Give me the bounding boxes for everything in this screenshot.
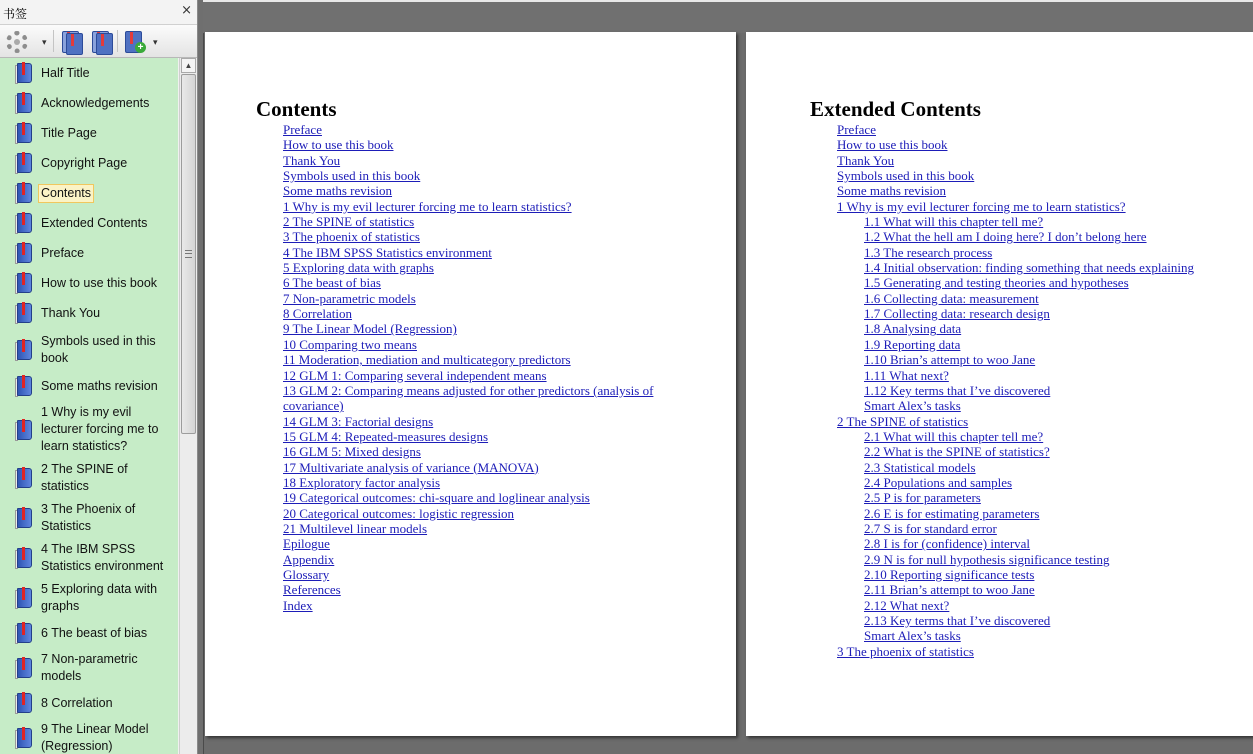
toc-link[interactable]: Some maths revision	[283, 183, 393, 199]
extended-toc-link[interactable]: 2.4 Populations and samples	[864, 474, 1013, 490]
bookmarks-panel	[0, 0, 198, 754]
bookmark-icon	[15, 587, 33, 609]
bookmark-label: Acknowledgements	[41, 95, 150, 110]
toc-link[interactable]: How to use this book	[283, 137, 394, 153]
bookmark-icon	[15, 727, 33, 749]
grip-icon	[185, 250, 192, 258]
bookmark-label: Some maths revision	[41, 378, 158, 393]
extended-toc-link[interactable]: 2.11 Brian’s attempt to woo Jane	[864, 582, 1035, 598]
scroll-up-icon[interactable]: ▲	[181, 58, 196, 73]
toc-link[interactable]: 5 Exploring data with graphs	[283, 260, 434, 276]
chevron-down-icon: ▾	[42, 37, 47, 47]
bookmark-item[interactable]	[0, 178, 178, 208]
bookmark-label: 4 The IBM SPSS Statistics environment	[41, 542, 164, 573]
bookmark-item[interactable]	[0, 148, 178, 178]
toc-link[interactable]: References	[283, 582, 341, 598]
bookmark-item[interactable]	[0, 118, 178, 148]
bookmark-label: 5 Exploring data with graphs	[41, 582, 158, 613]
contents-list	[283, 122, 673, 613]
toc-link[interactable]: 18 Exploratory factor analysis	[283, 474, 441, 490]
bookmark-item[interactable]	[0, 298, 178, 328]
extended-toc-link[interactable]: 1.5 Generating and testing theories and hypotheses	[864, 275, 1129, 291]
scroll-thumb[interactable]	[181, 74, 196, 434]
bookmarks-toolbar	[0, 25, 197, 58]
extended-toc-link[interactable]: Symbols used in this book	[837, 168, 975, 184]
bookmark-icon	[15, 547, 33, 569]
extended-toc-link[interactable]: 2.12 What next?	[864, 597, 950, 613]
bookmark-icon	[15, 507, 33, 529]
extended-toc-link[interactable]: 3 The phoenix of statistics	[837, 643, 974, 659]
toc-link[interactable]: Thank You	[283, 152, 341, 168]
toc-link[interactable]: Glossary	[283, 566, 330, 582]
bookmark-label: 3 The Phoenix of Statistics	[41, 502, 136, 533]
bookmark-icon	[66, 33, 83, 55]
toc-link[interactable]: 15 GLM 4: Repeated-measures designs	[283, 428, 489, 444]
options-button[interactable]	[2, 28, 50, 54]
panel-header	[0, 0, 197, 25]
toc-link[interactable]: 3 The phoenix of statistics	[283, 229, 420, 245]
extended-toc-link[interactable]: 2.6 E is for estimating parameters	[864, 505, 1040, 521]
toc-link[interactable]: 19 Categorical outcomes: chi-square and loglinear analysis	[283, 490, 590, 506]
plus-icon: +	[135, 42, 146, 53]
bookmark-label: 2 The SPINE of statistics	[41, 462, 128, 493]
bookmark-label: 7 Non-parametric models	[41, 652, 138, 683]
toolbar-separator	[53, 30, 54, 52]
bookmark-item[interactable]	[0, 238, 178, 268]
bookmark-label: Extended Contents	[41, 215, 148, 230]
extended-toc-link[interactable]: 1.6 Collecting data: measurement	[864, 290, 1039, 306]
extended-toc-link[interactable]: 1.11 What next?	[864, 367, 949, 383]
bookmark-icon	[15, 212, 33, 234]
extended-toc-link[interactable]: 1.2 What the hell am I doing here? I don’t belong here	[864, 229, 1147, 245]
extended-toc-link[interactable]: 1 Why is my evil lecturer forcing me to learn statistics?	[837, 198, 1126, 214]
bookmark-item[interactable]	[0, 538, 178, 578]
extended-contents-list	[837, 122, 1194, 659]
extended-toc-link[interactable]: 2 The SPINE of statistics	[837, 413, 969, 429]
bookmark-item[interactable]	[0, 498, 178, 538]
expand-bookmark-button[interactable]	[58, 28, 82, 54]
bookmark-label: 8 Correlation	[41, 695, 113, 710]
extended-toc-link[interactable]: 1.1 What will this chapter tell me?	[864, 214, 1044, 230]
bookmark-label: Thank You	[41, 305, 101, 320]
extended-toc-link[interactable]: 1.3 The research process	[864, 244, 993, 260]
toc-link[interactable]: Index	[283, 597, 313, 613]
toc-link[interactable]: 4 The IBM SPSS Statistics environment	[283, 244, 492, 260]
gear-icon	[6, 31, 28, 53]
collapse-bookmark-button[interactable]	[88, 28, 112, 54]
toc-link[interactable]: 9 The Linear Model (Regression)	[283, 321, 457, 337]
bookmark-icon	[15, 419, 33, 441]
bookmark-icon	[15, 375, 33, 397]
toc-link[interactable]: 6 The beast of bias	[283, 275, 381, 291]
extended-contents-heading: Extended Contents	[810, 97, 981, 121]
toc-link[interactable]: 10 Comparing two means	[283, 336, 417, 352]
extended-toc-link[interactable]: 2.5 P is for parameters	[864, 490, 981, 506]
bookmark-item[interactable]	[0, 328, 178, 371]
panel-title: 书签	[3, 7, 28, 21]
toc-link[interactable]: Appendix	[283, 551, 335, 567]
extended-toc-link[interactable]: Smart Alex’s tasks	[864, 398, 961, 414]
extended-toc-link[interactable]: 1.12 Key terms that I’ve discovered	[864, 382, 1051, 398]
toc-link[interactable]: 8 Correlation	[283, 306, 352, 322]
extended-toc-link[interactable]: 2.3 Statistical models	[864, 459, 976, 475]
bookmark-label: Preface	[41, 245, 85, 260]
new-bookmark-button[interactable]	[122, 28, 150, 54]
bookmark-item[interactable]	[0, 618, 178, 648]
bookmark-icon	[15, 272, 33, 294]
bookmark-icon	[15, 302, 33, 324]
extended-toc-link[interactable]: Smart Alex’s tasks	[864, 628, 961, 644]
bookmark-icon	[15, 152, 33, 174]
bookmark-icon	[15, 92, 33, 114]
bookmark-icon	[15, 657, 33, 679]
bookmark-item[interactable]	[0, 58, 178, 88]
extended-toc-link[interactable]: 2.7 S is for standard error	[864, 520, 997, 536]
bookmark-label: 6 The beast of bias	[41, 625, 148, 640]
bookmark-scrollbar[interactable]	[179, 58, 197, 754]
page-extended-contents	[746, 32, 1253, 736]
extended-toc-link[interactable]: 2.2 What is the SPINE of statistics?	[864, 444, 1050, 460]
chevron-down-icon: ▾	[153, 37, 158, 47]
extended-toc-link[interactable]: 2.8 I is for (confidence) interval	[864, 536, 1031, 552]
bookmark-icon	[15, 182, 33, 204]
extended-toc-link[interactable]: Thank You	[837, 152, 895, 168]
bookmark-icon	[15, 339, 33, 361]
bookmark-item[interactable]	[0, 208, 178, 238]
bookmark-icon	[15, 62, 33, 84]
contents-heading: Contents	[256, 97, 337, 121]
bookmark-label: 9 The Linear Model (Regression)	[41, 722, 149, 753]
bookmark-icon	[15, 242, 33, 264]
extended-toc-link[interactable]: 1.7 Collecting data: research design	[864, 306, 1050, 322]
bookmark-item[interactable]	[0, 88, 178, 118]
extended-toc-link[interactable]: Some maths revision	[837, 183, 947, 199]
toc-link[interactable]: Symbols used in this book	[283, 168, 421, 184]
extended-toc-link[interactable]: 2.1 What will this chapter tell me?	[864, 428, 1044, 444]
toc-link[interactable]: 21 Multilevel linear models	[283, 520, 428, 536]
extended-toc-link[interactable]: 1.4 Initial observation: finding something that needs explaining	[864, 260, 1194, 276]
extended-toc-link[interactable]: 2.10 Reporting significance tests	[864, 566, 1035, 582]
bookmark-icon	[15, 467, 33, 489]
extended-toc-link[interactable]: 1.9 Reporting data	[864, 336, 961, 352]
bookmark-label: Copyright Page	[41, 155, 128, 170]
toc-link[interactable]: 11 Moderation, mediation and multicategory predictors	[283, 352, 571, 368]
close-icon[interactable]: ×	[181, 3, 192, 18]
extended-toc-link[interactable]: Preface	[837, 122, 876, 137]
toc-link[interactable]: 2 The SPINE of statistics	[283, 214, 415, 230]
bookmark-label: Contents	[41, 185, 92, 200]
bookmark-list	[0, 58, 178, 754]
extended-toc-link[interactable]: How to use this book	[837, 137, 948, 153]
toc-link[interactable]: 13 GLM 2: Comparing means adjusted for other predictors (analysis of covariance)	[283, 382, 654, 414]
bookmark-icon	[15, 122, 33, 144]
extended-toc-link[interactable]: 1.8 Analysing data	[864, 321, 962, 337]
bookmark-item[interactable]	[0, 718, 178, 754]
toc-link[interactable]: 1 Why is my evil lecturer forcing me to learn statistics?	[283, 198, 572, 214]
toc-link[interactable]: Preface	[283, 122, 322, 137]
document-top-margin	[203, 0, 1253, 33]
bookmark-label: How to use this book	[41, 275, 158, 290]
bookmark-label: Half Title	[41, 65, 90, 80]
bookmark-item[interactable]	[0, 688, 178, 718]
extended-toc-link[interactable]: 2.9 N is for null hypothesis significance testing	[864, 551, 1110, 567]
bookmark-label: 1 Why is my evil lecturer forcing me to learn statistics?	[41, 405, 159, 453]
extended-toc-link[interactable]: 1.10 Brian’s attempt to woo Jane	[864, 352, 1036, 368]
bookmark-label: Symbols used in this book	[41, 333, 156, 365]
bookmark-item[interactable]	[0, 268, 178, 298]
bookmark-label: Title Page	[41, 125, 97, 140]
bookmark-icon	[15, 622, 33, 644]
toc-link[interactable]: 12 GLM 1: Comparing several independent means	[283, 367, 547, 383]
bookmark-item[interactable]	[0, 371, 178, 401]
page-contents	[205, 32, 736, 736]
bookmark-icon	[15, 692, 33, 714]
bookmark-item[interactable]	[0, 401, 178, 458]
toc-link[interactable]: 14 GLM 3: Factorial designs	[283, 413, 434, 429]
toolbar-separator	[117, 30, 118, 52]
bookmark-item[interactable]	[0, 458, 178, 498]
toc-link[interactable]: 20 Categorical outcomes: logistic regression	[283, 505, 515, 521]
bookmark-icon	[96, 33, 113, 55]
toc-link[interactable]: Epilogue	[283, 536, 330, 552]
bookmark-item[interactable]	[0, 648, 178, 688]
toc-link[interactable]: 7 Non-parametric models	[283, 290, 416, 306]
more-options-button[interactable]	[151, 28, 163, 54]
bookmark-item[interactable]	[0, 578, 178, 618]
toc-link[interactable]: 16 GLM 5: Mixed designs	[283, 444, 421, 460]
toc-link[interactable]: 17 Multivariate analysis of variance (MANOVA)	[283, 459, 539, 475]
extended-toc-link[interactable]: 2.13 Key terms that I’ve discovered	[864, 613, 1051, 628]
